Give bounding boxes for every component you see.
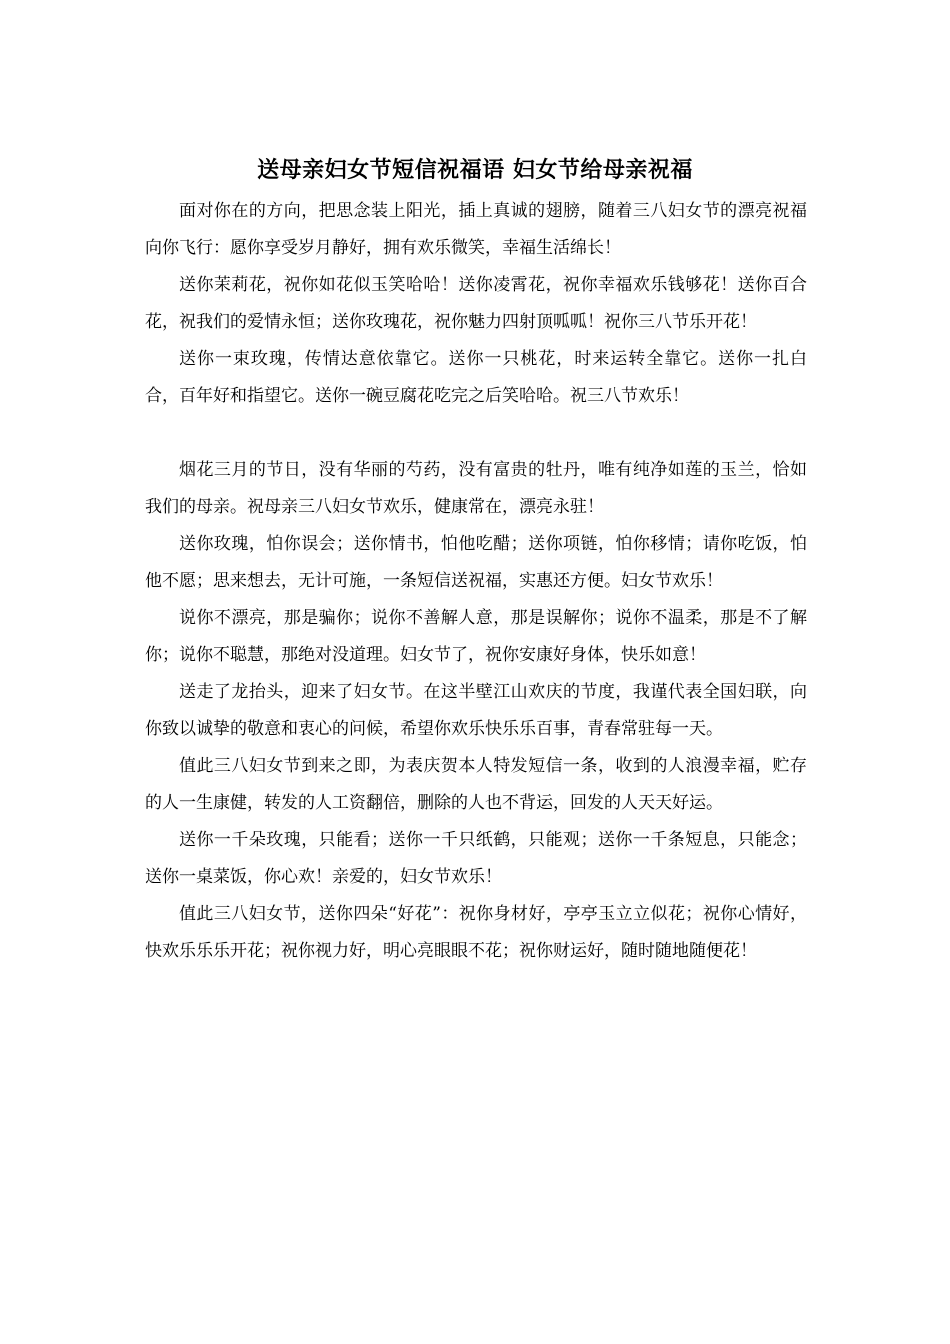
paragraph: 送走了龙抬头，迎来了妇女节。在这半壁江山欢庆的节度，我谨代表全国妇联，向你致以诚挚的敬意和衷心的问候，希望你欢乐快乐乐百事，青春常驻每一天。 xyxy=(145,682,807,739)
paragraph: 送你一束玫瑰，传情达意依靠它。送你一只桃花，时来运转全靠它。送你一扎白合，百年好和指望它。送你一碗豆腐花吃完之后笑哈哈。祝三八节欢乐！ xyxy=(145,349,807,406)
paragraph-spacer xyxy=(145,415,807,452)
paragraph: 值此三八妇女节，送你四朵“好花”：祝你身材好，亭亭玉立立似花；祝你心情好，快欢乐乐乐开花；祝你视力好，明心亮眼眼不花；祝你财运好，随时随地随便花！ xyxy=(145,904,807,961)
paragraph: 值此三八妇女节到来之即，为表庆贺本人特发短信一条，收到的人浪漫幸福，贮存的人一生康健，转发的人工资翻倍，删除的人也不背运，回发的人天天好运。 xyxy=(145,756,807,813)
paragraph: 说你不漂亮，那是骗你；说你不善解人意，那是误解你；说你不温柔，那是不了解你；说你不聪慧，那绝对没道理。妇女节了，祝你安康好身体，快乐如意！ xyxy=(145,608,807,665)
paragraph: 送你茉莉花，祝你如花似玉笑哈哈！送你凌霄花，祝你幸福欢乐钱够花！送你百合花，祝我们的爱情永恒；送你玫瑰花，祝你魅力四射顶呱呱！祝你三八节乐开花！ xyxy=(145,275,807,332)
paragraph: 烟花三月的节日，没有华丽的芍药，没有富贵的牡丹，唯有纯净如莲的玉兰，恰如我们的母亲。祝母亲三八妇女节欢乐，健康常在，漂亮永驻！ xyxy=(145,460,807,517)
paragraph: 面对你在的方向，把思念装上阳光，插上真诚的翅膀，随着三八妇女节的漂亮祝福向你飞行：愿你享受岁月静好，拥有欢乐微笑，幸福生活绵长！ xyxy=(145,201,807,258)
document-body xyxy=(145,193,807,970)
paragraph: 送你玫瑰，怕你误会；送你情书，怕他吃醋；送你项链，怕你移情；请你吃饭，怕他不愿；思来想去，无计可施，一条短信送祝福，实惠还方便。妇女节欢乐！ xyxy=(145,534,807,591)
paragraph: 送你一千朵玫瑰，只能看；送你一千只纸鹤，只能观；送你一千条短息，只能念；送你一桌菜饭，你心欢！亲爱的，妇女节欢乐！ xyxy=(145,830,807,887)
document-title: 送母亲妇女节短信祝福语 妇女节给母亲祝福 xyxy=(257,157,693,183)
